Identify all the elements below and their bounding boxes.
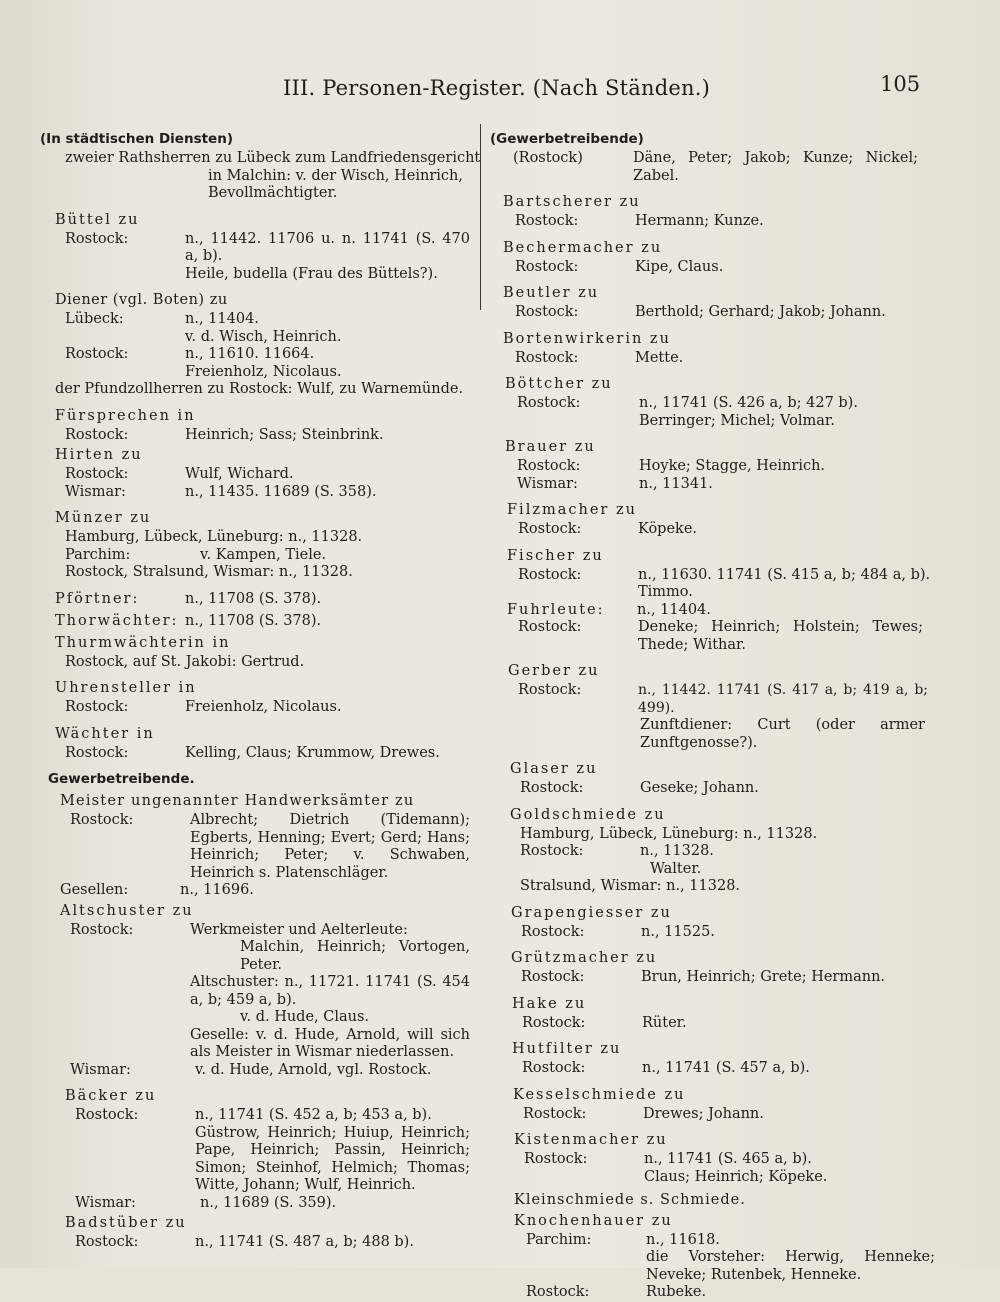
entry-muenzer: Münzer zu Hamburg, Lübeck, Lüneburg: n., 11328. Parchim: v. Kampen, Tiele. Rostock, Stralsund, Wismar: n., 11328. [40,507,470,582]
entry-head: Thurmwächterin in [55,634,231,651]
entry-hutfilter: Hutfilter zu Rostock: n., 11741 (S. 457 a, b). [512,1041,810,1076]
left-column [40,128,481,1252]
entry-hirten: Hirten zu Rostock: Wulf, Wichard. Wismar: n., 11435. 11689 (S. 358). [40,444,470,501]
entry-gerber: Gerber zu Rostock: n., 11442. 11741 (S. 417 a, b; 419 a, b; 499). Zunftdiener: Curt (oder armer Zunftgenosse?). [508,663,928,751]
entry-kistenmacher: Kistenmacher zu Rostock: n., 11741 (S. 465 a, b). Claus; Heinrich; Köpeke. [514,1132,828,1185]
entry-thorwaechter: Thorwächter: n., 11708 (S. 378). [55,612,322,629]
entry-buettel: Büttel zu Rostock: n., 11442. 11706 u. n. 11741 (S. 470 a, b). Heile, budella (Frau des Büttels?). [40,209,470,284]
entry-glaser: Glaser zu Rostock: Geseke; Johann. [510,761,759,796]
entry-head: Diener (vgl. Boten) zu [55,292,228,308]
entry-fuhrleute: Fuhrleute: n., 11404. Rostock: Deneke; Heinrich; Holstein; Tewes; Thede; Withar. [507,601,923,653]
entry-beutler: Beutler zu Rostock: Berthold; Gerhard; Jakob; Johann. [503,285,886,320]
entry-head: Büttel zu [55,211,140,228]
entry-altschuster: Altschuster zu Rostock: Werkmeister und Aelterleute: Malchin, Heinrich; Vortogen, Peter. Altschuster: n., 11721. 11741 (S. 454 a, b; 459 a, b). v. d. Hude, Claus. Geselle: v. d. Hude, Arnold, will sich als Meister in Wismar niederlassen. Wismar: v. d. Hude, Arnold, vgl. Rostock. [40,900,470,1080]
running-title: III. Personen-Register. (Nach Ständen.) [283,76,710,100]
entry-bortenwirkerin: Bortenwirkerin zu Rostock: Mette. [503,330,684,366]
entry-head: Altschuster zu [60,902,194,919]
entry-diener: Diener (vgl. Boten) zu Lübeck: n., 11404. v. d. Wisch, Heinrich. Rostock: n., 11610. 11664. Freienholz, Nicolaus. der Pfundzollherren zu Rostock: Wulf, zu Warnemünde. [40,289,470,399]
entry-goldschmiede: Goldschmiede zu Hamburg, Lübeck, Lüneburg: n., 11328. Rostock: n., 11328. Walter. Stralsund, Wismar: n., 11328. [510,806,818,894]
entry-waechter: Wächter in Rostock: Kelling, Claus; Krummow, Drewes. [40,723,470,763]
intro-entry: zweier Rathsherren zu Lübeck zum Landfriedensgericht in Malchin: v. der Wisch, Heinrich, Bevollmächtigter. [65,150,481,201]
entry-head: Bäcker zu [65,1088,157,1104]
entry-head: Wächter in [55,725,155,742]
entry-gruetzmacher: Grützmacher zu Rostock: Brun, Heinrich; Grete; Hermann. [511,950,886,985]
entry-head: Meister ungenannter Handwerksämter zu [60,793,415,809]
entry-kesselschmiede: Kesselschmiede zu Rostock: Drewes; Johann. [513,1086,764,1122]
entry-head: Münzer zu [55,510,152,526]
entry-head: Uhrensteller in [55,680,197,696]
section-heading-continued: (Gewerbetreibende) [490,131,644,147]
page-header [0,72,1000,106]
entry-badstueber: Badstüber zu Rostock: n., 11741 (S. 487 a, b; 488 b). [40,1212,470,1252]
entry-filzmacher: Filzmacher zu Rostock: Köpeke. [507,502,698,537]
page-number: 105 [880,72,921,96]
entry-boettcher: Böttcher zu Rostock: n., 11741 (S. 426 a, b; 427 b). Berringer; Michel; Volmar. [505,376,858,429]
entry-brauer: Brauer zu Rostock: Hoyke; Stagge, Heinrich. Wismar: n., 11341. [505,439,826,492]
section-heading-continued: (In städtischen Diensten) [40,131,233,147]
entry-knochenhauer: Knochenhauer zu Parchim: n., 11618. die Vorsteher: Herwig, Henneke; Neveke; Rutenbek, Henneke. Rostock: Rubeke. [514,1212,935,1300]
entry-head: Badstüber zu [65,1215,187,1231]
right-column: (Gewerbetreibende) (Rostock) Däne, Peter; Jakob; Kunze; Nickel; Zabel. Bartscherer zu Rostock: Hermann; Kunze. Bechermacher zu Rostock: Kipe, Claus. Beutler zu Rostock: Berthold; Gerhard; Jakob; Johann. Bortenwirkerin zu Rostock: Mette. Böttcher zu Rostock: n., 11741 (S. 426 a, b; 427 b). Berringer; Michel; Volmar. Brauer zu Rostock: Hoyke; Stagge, Heinrich. Wismar: n., 11341. Filzmacher zu Rostock: Köpeke. Fischer zu Rostock: n., 11630. 11741 (S. 415 a, b; 484 a, b). Timmo. Fuhrleute: n., 11404. Rostock: Deneke; Heinrich; Holstein; Tewes; Thede; Withar. Gerber zu Rostock: n., 11442. 11741 (S. 417 a, b; 419 a, b; 499). Zunftdiener: Curt (oder armer Zunftgenosse?). Glaser zu Rostock: Geseke; Johann. Goldschmiede zu Hamburg, Lübeck, Lüneburg: n., 11328. Rostock: n., 11328. Walter. Stralsund, Wismar: n., 11328. Grapengiesser zu Rostock: n., 11525. Grützmacher zu Rostock: Brun, Heinrich; Grete; Hermann. Hake zu Rostock: Rüter. Hutfilter zu Rostock: n., 11741 (S. 457 a, b). Kesselschmiede zu Rostock: Drewes; Johann. Kistenmacher zu Rostock: n., 11741 (S. 465 a, b). Claus; Heinrich; Köpeke. Kleinschmiede s. Schmiede. Knochenhauer zu Parchim: n., 11618. die Vorsteher: Herwig, Henneke; Neveke; Rutenbek, Henneke. Rostock: Rubeke. [490,128,935,1302]
entry-kleinschmiede: Kleinschmiede s. Schmiede. [514,1192,746,1208]
entry-thurmwaechterin: Thurmwächterin in Rostock, auf St. Jakobi: Gertrud. [40,632,470,672]
entry-fuersprechen: Fürsprechen in Rostock: Heinrich; Sass; Steinbrink. [40,405,470,445]
entry-grapengiesser: Grapengiesser zu Rostock: n., 11525. [511,904,715,940]
section-heading: Gewerbetreibende. [48,771,195,787]
entry-uhrensteller: Uhrensteller in Rostock: Freienholz, Nicolaus. [40,677,470,717]
entry-head: Fürsprechen in [55,407,196,424]
entry-fischer: Fischer zu Rostock: n., 11630. 11741 (S. 415 a, b; 484 a, b). Timmo. [507,547,931,600]
entry-bartscherer: Bartscherer zu Rostock: Hermann; Kunze. [503,194,764,229]
entry-head: Hirten zu [55,447,143,463]
entry-pfoertner: Pförtner: n., 11708 (S. 378). [55,590,322,607]
entry-baecker: Bäcker zu Rostock: n., 11741 (S. 452 a, b; 453 a, b). Güstrow, Heinrich; Huiup, Heinrich; Pape, Heinrich; Passin, Heinrich; Simon; Steinhof, Helmich; Thomas; Witte, Johann; Wulf, Heinrich. Wismar: n., 11689 (S. 359). [40,1085,470,1212]
entry-bechermacher: Bechermacher zu Rostock: Kipe, Claus. [503,239,724,275]
entry-meister: Meister ungenannter Handwerksämter zu Rostock: Albrecht; Dietrich (Tidemann); Egberts, Henning; Evert; Gerd; Hans; Heinrich; Peter; v. Schwaben, Heinrich s. Platenschläger. Gesellen: n., 11696. [40,790,470,900]
entry-hake: Hake zu Rostock: Rüter. [512,995,687,1031]
